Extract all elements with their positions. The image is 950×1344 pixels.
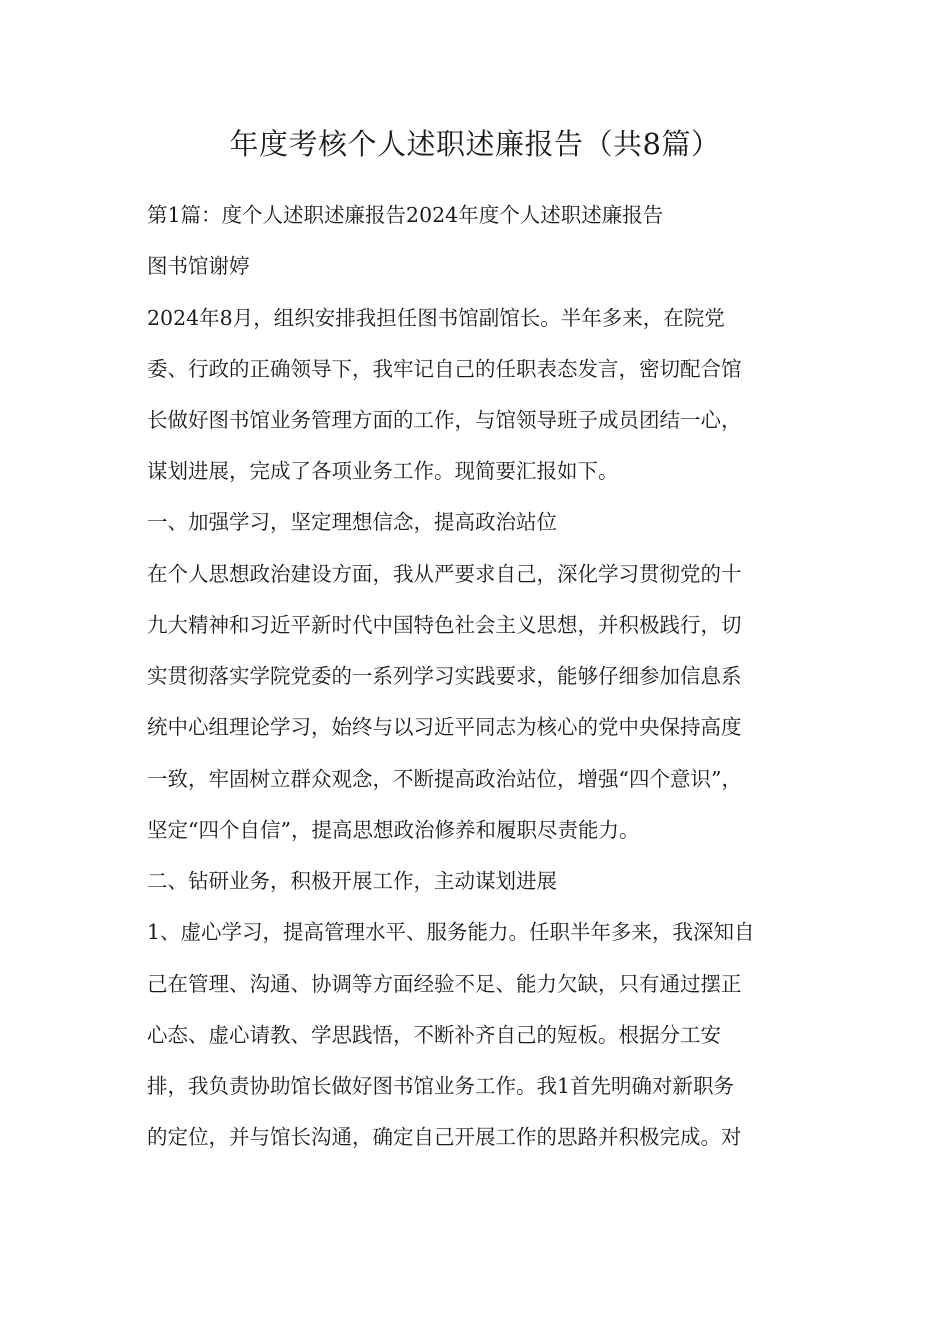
paragraph-line: 排，我负责协助馆长做好图书馆业务工作。我1首先明确对新职务	[147, 1074, 735, 1098]
section-heading: 一、加强学习，坚定理想信念，提高政治站位	[147, 510, 557, 534]
paragraph-line: 1、虚心学习，提高管理水平、服务能力。任职半年多来，我深知自	[147, 920, 755, 944]
paragraph-line: 一致，牢固树立群众观念，不断提高政治站位，增强“四个意识”，	[147, 767, 742, 791]
document-title: 年度考核个人述职述廉报告（共8篇）	[229, 127, 721, 161]
section-heading: 二、钻研业务，积极开展工作，主动谋划进展	[147, 869, 557, 893]
paragraph-line: 己在管理、沟通、协调等方面经验不足、能力欠缺，只有通过摆正	[147, 972, 742, 996]
author-line: 图书馆谢婷	[147, 254, 250, 278]
section-heading-article-1: 第1篇：度个人述职述廉报告2024年度个人述职述廉报告	[147, 203, 664, 227]
paragraph-line: 九大精神和习近平新时代中国特色社会主义思想，并积极践行，切	[147, 613, 742, 637]
paragraph-line: 的定位，并与馆长沟通，确定自己开展工作的思路并积极完成。对	[147, 1125, 742, 1149]
paragraph-line: 委、行政的正确领导下，我牢记自己的任职表态发言，密切配合馆	[147, 357, 742, 381]
paragraph-line: 在个人思想政治建设方面，我从严要求自己，深化学习贯彻党的十	[147, 562, 742, 586]
paragraph-line: 实贯彻落实学院党委的一系列学习实践要求，能够仔细参加信息系	[147, 664, 742, 688]
paragraph-line: 统中心组理论学习，始终与以习近平同志为核心的党中央保持高度	[147, 715, 742, 739]
paragraph-line: 谋划进展，完成了各项业务工作。现简要汇报如下。	[147, 459, 619, 483]
paragraph-line: 2024年8月，组织安排我担任图书馆副馆长。半年多来，在院党	[147, 306, 725, 330]
paragraph-line: 坚定“四个自信”，提高思想政治修养和履职尽责能力。	[147, 818, 640, 842]
paragraph-line: 长做好图书馆业务管理方面的工作，与馆领导班子成员团结一心，	[147, 408, 742, 432]
paragraph-line: 心态、虚心请教、学思践悟，不断补齐自己的短板。根据分工安	[147, 1023, 721, 1047]
